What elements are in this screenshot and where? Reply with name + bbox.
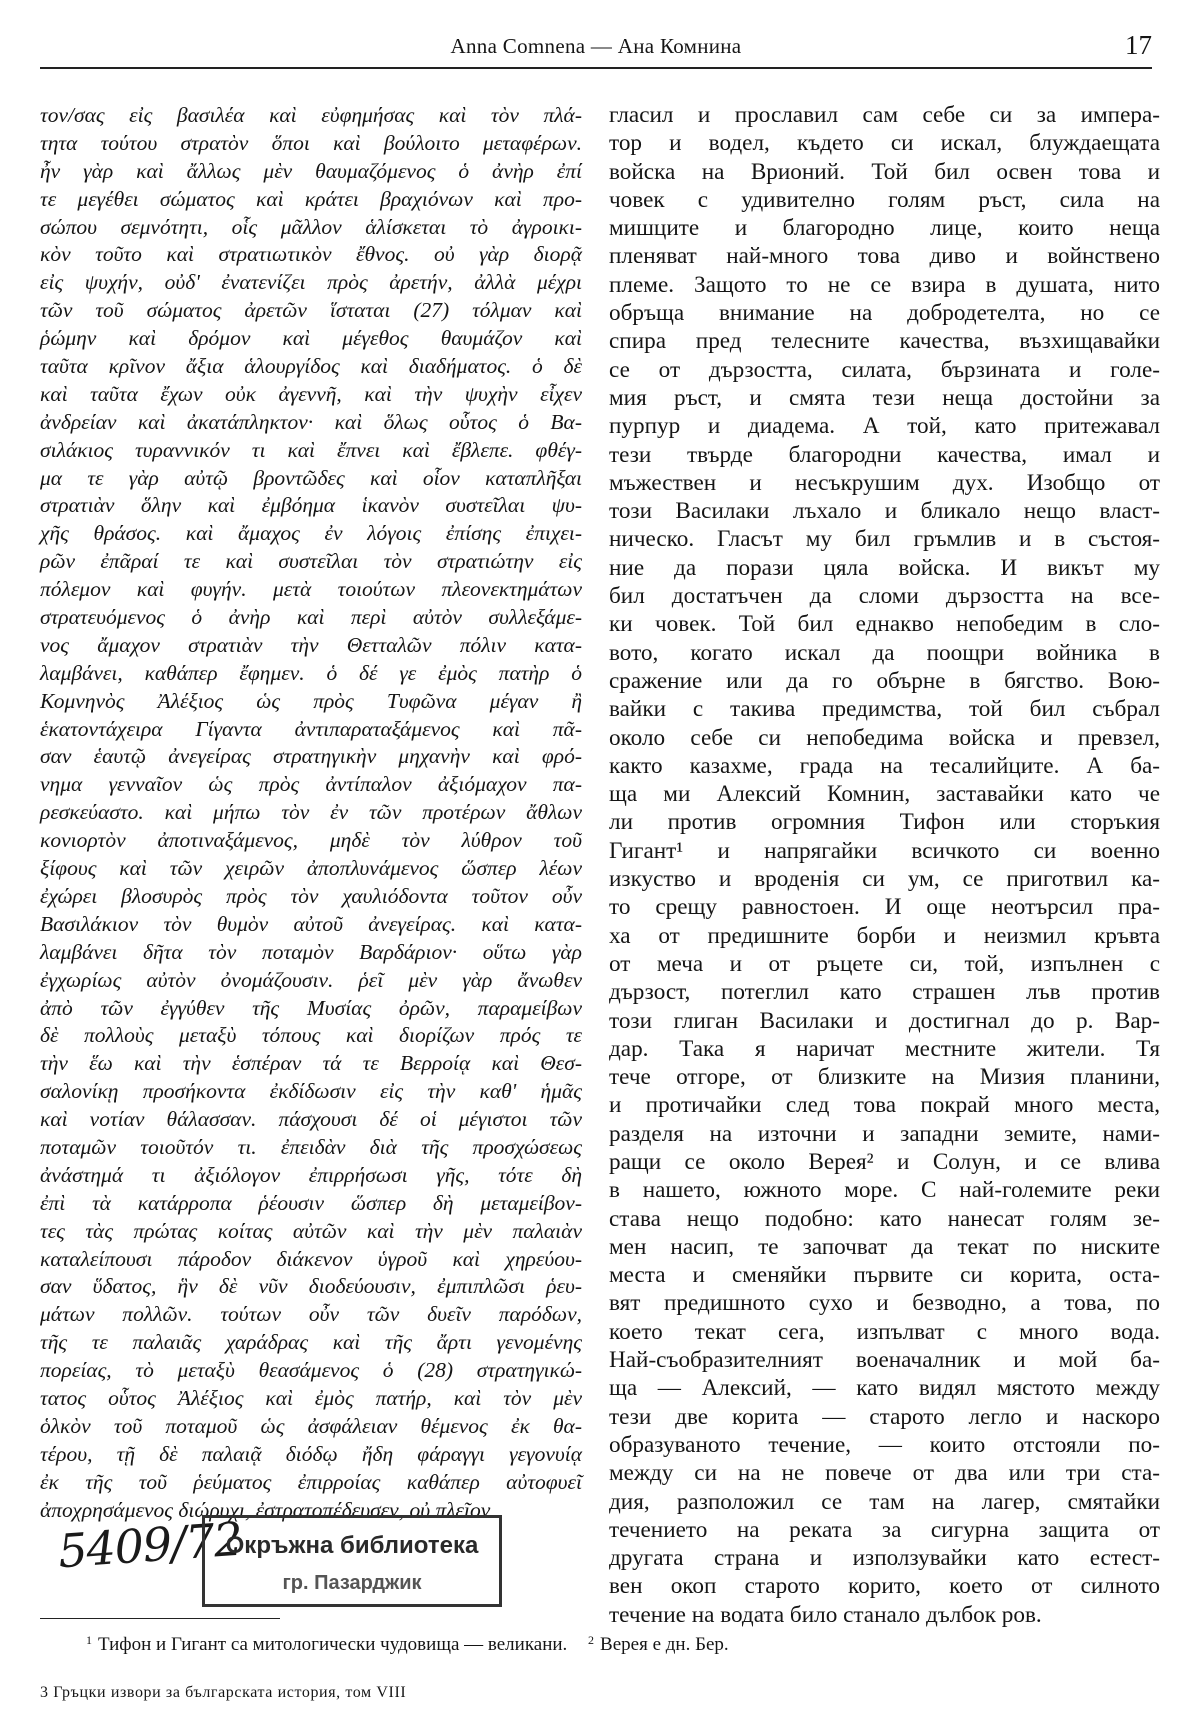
text-line: μάτων πολλῶν. τούτων οὖν τῶν δυεῖν παρόδων, [40, 1302, 582, 1327]
text-line: пурпур и диадема. А той, като притежавал [609, 413, 1160, 440]
footnote-1 [86, 1633, 567, 1656]
text-line: σαν ὕδατος, ἣν δὲ νῦν διοδεύουσιν, ἐμπιπλῶσι ῥευ- [40, 1274, 582, 1299]
text-line: този Василаки лъхало и бликало нещо власт- [609, 498, 1160, 525]
text-line: тор и водел, където си искал, блуждаещата [609, 130, 1160, 157]
text-line: както казахме, града на тесалийците. А ба- [609, 752, 1160, 779]
text-line: στρατευόμενος ὁ ἀνὴρ καὶ περὶ αὐτὸν συλλεξάμε- [40, 605, 582, 630]
text-line: ἑκατοντάχειρα Γίγαντα ἀντιπαραταξάμενος καὶ πᾶ- [40, 716, 582, 741]
running-head [40, 30, 1152, 64]
footnote-text: Тифон и Гигант са митологически чудовища — великани. [98, 1634, 568, 1655]
text-line: ἐγχωρίως αὐτὸν ὀνομάζουσιν. ῥεῖ μὲν γὰρ ἄνωθεν [40, 967, 582, 992]
footnote-rule [40, 1618, 280, 1619]
text-line: мия ръст, и смята тези неща достойни за [609, 384, 1160, 411]
text-line: ἀνδρείαν καὶ ἀκατάπληκτον· καὶ ὅλως οὗτος ὁ Βα- [40, 409, 582, 434]
text-line: τητα τούτου στρατὸν ὅποι καὶ βούλοιτο μεταφέρων. [40, 130, 582, 155]
text-line: Гигант¹ и напрягайки всичкото си военно [609, 837, 1160, 864]
text-line: вото, когато искал да поощри войника в [609, 639, 1160, 666]
stamp-city: гр. Пазарджик [282, 1572, 422, 1594]
text-line: мишците и благородно лице, които неща [609, 215, 1160, 242]
footnotes [86, 1633, 1146, 1656]
greek-text-column [40, 102, 582, 1522]
text-line: τῶν τοῦ σώματος ἀρετῶν ἵσταται (27) τόλμαν καὶ [40, 298, 582, 323]
text-line: ща ми Алексий Комнин, заставайки като че [609, 781, 1160, 808]
text-line: ническо. Гласът му бил гръмлив и в състоя- [609, 526, 1160, 553]
text-line: човек с удивително голям ръст, сила на [609, 186, 1160, 213]
text-line: обръща внимание на добродетелта, но се [609, 300, 1160, 327]
text-line: νος ἄμαχον στρατιὰν τὴν Θετταλῶν πόλιν κατα- [40, 632, 582, 657]
text-line: καὶ ταῦτα ἔχων οὐκ ἀγεννῆ, καὶ τὴν ψυχὴν εἶχεν [40, 381, 582, 406]
text-line: καταλείπουσι πάροδον διάκενον ὑγροῦ καὶ χηρεύου- [40, 1246, 582, 1271]
text-line: λαμβάνει δῆτα τὸν ποταμὸν Βαρδάριον· οὕτω γὰρ [40, 939, 582, 964]
text-line: ἐκ τῆς τοῦ ῥεύματος ἐπιρροίας καθάπερ αὐτοφυεῖ [40, 1469, 582, 1494]
text-line: τες τὰς πρώτας κοίτας αὐτῶν καὶ τὴν μὲν παλαιὰν [40, 1218, 582, 1243]
text-line: ращи се около Верея² и Солун, и се влива [609, 1148, 1160, 1175]
text-line: войска на Врионий. Той бил освен това и [609, 158, 1160, 185]
text-line: ли против огромния Тифон или сторъкия [609, 809, 1160, 836]
text-line: вен окоп старото корито, което от силното [609, 1573, 1160, 1600]
footnote-marker: 2 [588, 1633, 595, 1647]
text-line: ξίφους καὶ τῶν χειρῶν ἀποπλυνάμενος ὥσπερ λέων [40, 856, 582, 881]
library-stamp [202, 1515, 502, 1607]
text-line: този глиган Василаки и достигнал до р. Вар- [609, 1007, 1160, 1034]
text-line: тези твърде благородни качества, имал и [609, 441, 1160, 468]
text-line: течението на реката за сигурна защита от [609, 1516, 1160, 1543]
text-line: τατος οὗτος Ἀλέξιος καὶ ἐμὸς πατήρ, καὶ τὸν μὲν [40, 1385, 582, 1410]
text-line: течение на водата било станало дълбок ров. [609, 1601, 1042, 1628]
text-line: тези две корита — старото легло и наскоро [609, 1403, 1160, 1430]
text-line: ща — Алексий, — като видял мястото между [609, 1375, 1160, 1402]
text-line: ἀνάστημά τι ἀξιόλογον ἐπιρρήσωσι γῆς, τότε δὴ [40, 1162, 582, 1187]
footnote-marker: 1 [86, 1633, 92, 1647]
text-line: образуваното течение, — които отстояли по- [609, 1431, 1160, 1458]
text-line: ταῦτα κρῖνον ἄξια ἁλουργίδος καὶ διαδήματος. ὁ δὲ [40, 354, 582, 379]
text-line: ἐχώρει βλοσυρὸς πρὸς τὸν χαυλιόδοντα τοῦτον οὖν [40, 883, 582, 908]
text-line: изкуство и вроденія си ум, се приготвил ка- [609, 866, 1160, 893]
text-line: τε μεγέθει σώματος καὶ κράτει βραχιόνων καὶ προ- [40, 186, 582, 211]
text-line: то срещу равностоен. И още неотърсил пра- [609, 894, 1160, 921]
text-line: τῆς τε παλαιᾶς χαράδρας καὶ τῆς ἄρτι γενομένης [40, 1330, 582, 1355]
text-line: което текат сега, изпълват с много вода. [609, 1318, 1160, 1345]
text-line: тече отгоре, от близките на Мизия планини, [609, 1064, 1160, 1091]
text-line: дар. Така я наричат местните жители. Тя [609, 1035, 1160, 1062]
text-line: σιλάκιος τυραννικόν τι καὶ ἔπνει καὶ ἔβλεπε. φθέγ- [40, 437, 582, 462]
text-line: спира пред телесните качества, възхищавайки [609, 328, 1160, 355]
text-line: νημα γενναῖον ὡς πρὸς ἀντίπαλον ἀξιόμαχον πα- [40, 772, 582, 797]
text-line: ἐπὶ τὰ κατάρροπα ῥέουσιν ὥσπερ δὴ μεταμείβον- [40, 1190, 582, 1215]
stamp-library-name: Окръжна библиотека [225, 1532, 479, 1559]
text-line: τέρου, τῇ δὲ παλαιᾷ διόδῳ ἤδη φάραγγι γεγονυίᾳ [40, 1441, 582, 1466]
text-line: μα τε γὰρ αὐτῷ βροντῶδες καὶ οἷον καταπλῆξαι [40, 465, 582, 490]
text-line: ἦν γὰρ καὶ ἄλλως μὲν θαυμαζόμενος ὁ ἀνὴρ ἐπί [40, 158, 582, 183]
text-line: σαλονίκῃ προσήκοντα ἐκδίδωσιν εἰς τὴν καθ' ἡμᾶς [40, 1079, 582, 1104]
text-line: τον/σας εἰς βασιλέα καὶ εὐφημήσας καὶ τὸν πλά- [40, 103, 582, 127]
text-line: ρῶν ἐπᾶραί τε καὶ συστεῖλαι τὸν στρατιώτην εἰς [40, 549, 582, 574]
text-line: сражение или да го обърне в бягство. Вою- [609, 667, 1160, 694]
text-line: бил достатъчен да сломи дързостта на все- [609, 583, 1160, 610]
text-line: разделя на източни и западни земите, нами- [609, 1120, 1160, 1147]
text-line: ἀποχρησάμενος διώρυχι, ἐστρατοπέδευσεν, οὐ πλεῖον [40, 1497, 491, 1522]
text-line: εἰς ψυχήν, οὐδ' ἐνατενίζει πρὸς ἀρετήν, ἀλλὰ μέχρι [40, 270, 582, 295]
text-line: мъжествен и несъкрушим дух. Изобщо от [609, 469, 1160, 496]
text-line: κονιορτὸν ἀποτιναξάμενος, μηδὲ τὸν λύθρον τοῦ [40, 828, 582, 853]
bulgarian-text-column [609, 101, 1160, 1628]
text-line: σαν ἑαυτῷ ἀνεγείρας στρατηγικὴν μηχανὴν καὶ φρό- [40, 744, 582, 769]
text-line: λαμβάνει, καθάπερ ἔφημεν. ὁ δέ γε ἐμὸς πατὴρ ὁ [40, 660, 582, 685]
text-line: πορείας, τὸ μεταξὺ θεασάμενος ὁ (28) στρατηγικώ- [40, 1358, 582, 1383]
text-line: ποταμῶν τοιοῦτόν τι. ἐπειδὰν διὰ τῆς προσχώσεως [40, 1134, 582, 1159]
text-line: ῥώμην καὶ δρόμον καὶ μέγεθος θαυμάζον καὶ [40, 326, 582, 351]
signature-line: 3 Гръцки извори за българската история, том VIII [40, 1684, 407, 1701]
text-line: дързост, потеглил като страшен лъв против [609, 979, 1160, 1006]
page-number: 17 [1125, 30, 1152, 60]
text-line: κὸν τοῦτο καὶ στρατιωτικὸν ἔθνος. οὐ γὰρ διορᾷ [40, 242, 582, 267]
handwritten-inventory-number: 5409/72 [56, 1511, 244, 1579]
text-line: στρατιὰν ὅλην καὶ ἐμβόημα ἱκανὸν συστεῖλαι ψυ- [40, 493, 582, 518]
text-line: места и сменяйки първите си корита, оста- [609, 1262, 1160, 1289]
text-line: ние да порази цяла войска. И викът му [609, 554, 1160, 581]
text-line: ρεσκεύαστο. καὶ μήπω τὸν ἐν τῶν προτέρων ἄθλων [40, 800, 582, 825]
text-line: δὲ πολλοὺς μεταξὺ τόπους καὶ διορίζων πρός τε [40, 1023, 582, 1048]
footnote-text: Верея е дн. Бер. [600, 1634, 729, 1655]
text-line: дия, разположил се там на лагер, смятайки [609, 1488, 1160, 1515]
text-line: между си на не повече от два или три ста- [609, 1460, 1160, 1487]
header-rule [40, 67, 1152, 69]
text-line: от меча и от ръцете си, той, изпълнен с [609, 950, 1160, 977]
text-line: σώπου σεμνότητι, οἷς μᾶλλον ἁλίσκεται τὸ ἀγροικι- [40, 214, 582, 239]
text-line: ἀπὸ τῶν ἐγγύθεν τῆς Μυσίας ὀρῶν, παραμείβων [40, 995, 582, 1020]
text-line: вят предишното сухо и безводно, а това, по [609, 1290, 1160, 1317]
text-line: става нещо подобно: като нанесат голям зе- [609, 1205, 1160, 1232]
text-line: Κομνηνὸς Ἀλέξιος ὡς πρὸς Τυφῶνα μέγαν ἢ [40, 688, 582, 713]
text-line: мен насип, те започват да текат по ниските [609, 1233, 1160, 1260]
text-line: в нашето, южното море. С най-големите реки [609, 1177, 1160, 1204]
text-line: около себе си непобедима войска и превзел, [609, 724, 1160, 751]
text-line: и протичайки след това покрай много места, [609, 1092, 1160, 1119]
text-line: вайки с такива предимства, той бил събрал [609, 696, 1160, 723]
running-title: Anna Comnena — Ана Комнина [450, 34, 742, 58]
text-line: ки човек. Той бил еднакво непобедим в сло- [609, 611, 1160, 638]
text-line: Най-съобразителният военачалник и мой ба- [609, 1347, 1160, 1374]
text-line: пленяват най-много това диво и войнствено [609, 243, 1160, 270]
text-line: се от дързостта, силата, бързината и голе- [609, 356, 1160, 383]
text-line: другата страна и използувайки като естест- [609, 1545, 1160, 1572]
text-line: καὶ νοτίαν θάλασσαν. πάσχουσι δέ οἱ μέγιστοι τῶν [40, 1107, 582, 1132]
text-line: гласил и прославил сам себе си за импера- [609, 102, 1160, 128]
footnote-2 [588, 1633, 729, 1656]
text-line: τὴν ἕω καὶ τὴν ἑσπέραν τά τε Βερροίᾳ καὶ Θεσ- [40, 1051, 582, 1076]
text-line: πόλεμον καὶ φυγήν. μετὰ τοιούτων πλεονεκτημάτων [40, 577, 582, 602]
text-line: ὁλκὸν τοῦ ποταμοῦ ὡς ἀσφάλειαν θέμενος ἐκ θα- [40, 1413, 582, 1438]
text-line: χῆς θράσος. καὶ ἄμαχος ἐν λόγοις ἐπίσης ἐπιχει- [40, 521, 582, 546]
text-line: ха от предишните борби и неизмил кръвта [609, 922, 1160, 949]
text-line: Βασιλάκιον τὸν θυμὸν αὐτοῦ ἀνεγείρας. καὶ κατα- [40, 911, 582, 936]
text-line: племе. Защото то не се взира в душата, нито [609, 271, 1160, 298]
